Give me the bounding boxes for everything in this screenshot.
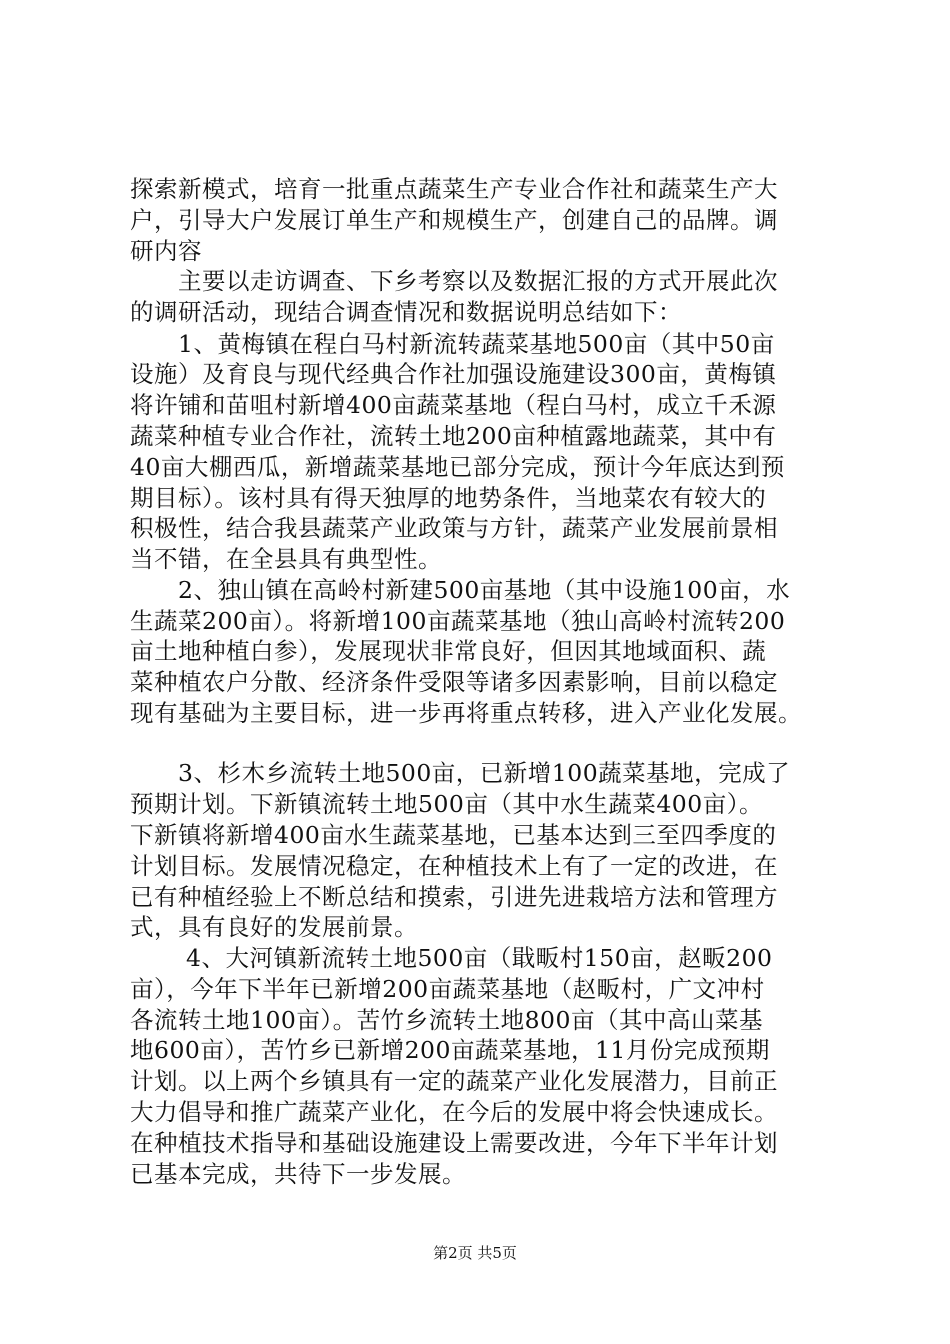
text-line: 3、杉木乡流转土地500亩，已新增100蔬菜基地，完成了 [178, 759, 791, 787]
text-line: 下新镇将新增400亩水生蔬菜基地，已基本达到三至四季度的 [130, 821, 777, 849]
text-line: 菜种植农户分散、经济条件受限等诸多因素影响，目前以稳定 [130, 668, 778, 696]
text-line: 户，引导大户发展订单生产和规模生产，创建自己的品牌。调 [130, 206, 778, 234]
text-line: 蔬菜种植专业合作社，流转土地200亩种植露地蔬菜，其中有 [130, 422, 777, 450]
text-line: 当不错，在全县具有典型性。 [130, 545, 442, 573]
text-line: 40亩大棚西瓜，新增蔬菜基地已部分完成，预计今年底达到预 [130, 453, 785, 481]
text-line: 4、大河镇新流转土地500亩（戢畈村150亩，赵畈200 [186, 944, 773, 972]
text-line: 期目标）。该村具有得天独厚的地势条件，当地菜农有较大的 [130, 484, 767, 512]
text-line: 积极性，结合我县蔬菜产业政策与方针，蔬菜产业发展前景相 [130, 514, 778, 542]
text-line: 2、独山镇在高岭村新建500亩基地（其中设施100亩，水 [178, 576, 791, 604]
text-line: 将许铺和苗咀村新增400亩蔬菜基地（程白马村，成立千禾源 [130, 391, 777, 419]
text-line: 式，具有良好的发展前景。 [130, 913, 418, 941]
text-line: 生蔬菜200亩）。将新增100亩蔬菜基地（独山高岭村流转200 [130, 607, 786, 635]
text-line: 现有基础为主要目标，进一步再将重点转移，进入产业化发展。 [130, 699, 802, 727]
text-line: 已有种植经验上不断总结和摸索，引进先进栽培方法和管理方 [130, 883, 778, 911]
text-line: 各流转土地100亩）。苦竹乡流转土地800亩（其中高山菜基 [130, 1006, 763, 1034]
text-line: 亩），今年下半年已新增200亩蔬菜基地（赵畈村，广文冲村 [130, 975, 765, 1003]
text-line: 地600亩），苦竹乡已新增200亩蔬菜基地，11月份完成预期 [130, 1036, 770, 1064]
text-line: 计划目标。发展情况稳定，在种植技术上有了一定的改进，在 [130, 852, 778, 880]
page-number-footer: 第2页 共5页 [433, 1244, 517, 1262]
text-line: 1、黄梅镇在程白马村新流转蔬菜基地500亩（其中50亩 [178, 330, 775, 358]
text-line: 大力倡导和推广蔬菜产业化，在今后的发展中将会快速成长。 [130, 1098, 778, 1126]
text-line: 在种植技术指导和基础设施建设上需要改进，今年下半年计划 [130, 1129, 778, 1157]
text-line: 设施）及育良与现代经典合作社加强设施建设300亩，黄梅镇 [130, 360, 777, 388]
text-line: 预期计划。下新镇流转土地500亩（其中水生蔬菜400亩）。 [130, 790, 763, 818]
text-line: 主要以走访调查、下乡考察以及数据汇报的方式开展此次 [178, 267, 778, 295]
text-line: 计划。以上两个乡镇具有一定的蔬菜产业化发展潜力，目前正 [130, 1067, 778, 1095]
text-line: 亩土地种植白参），发展现状非常良好，但因其地域面积、蔬 [130, 637, 767, 665]
text-line: 研内容 [130, 237, 202, 265]
text-line: 已基本完成，共待下一步发展。 [130, 1160, 466, 1188]
text-line: 的调研活动，现结合调查情况和数据说明总结如下： [130, 298, 682, 326]
text-line: 探索新模式，培育一批重点蔬菜生产专业合作社和蔬菜生产大 [130, 175, 778, 203]
